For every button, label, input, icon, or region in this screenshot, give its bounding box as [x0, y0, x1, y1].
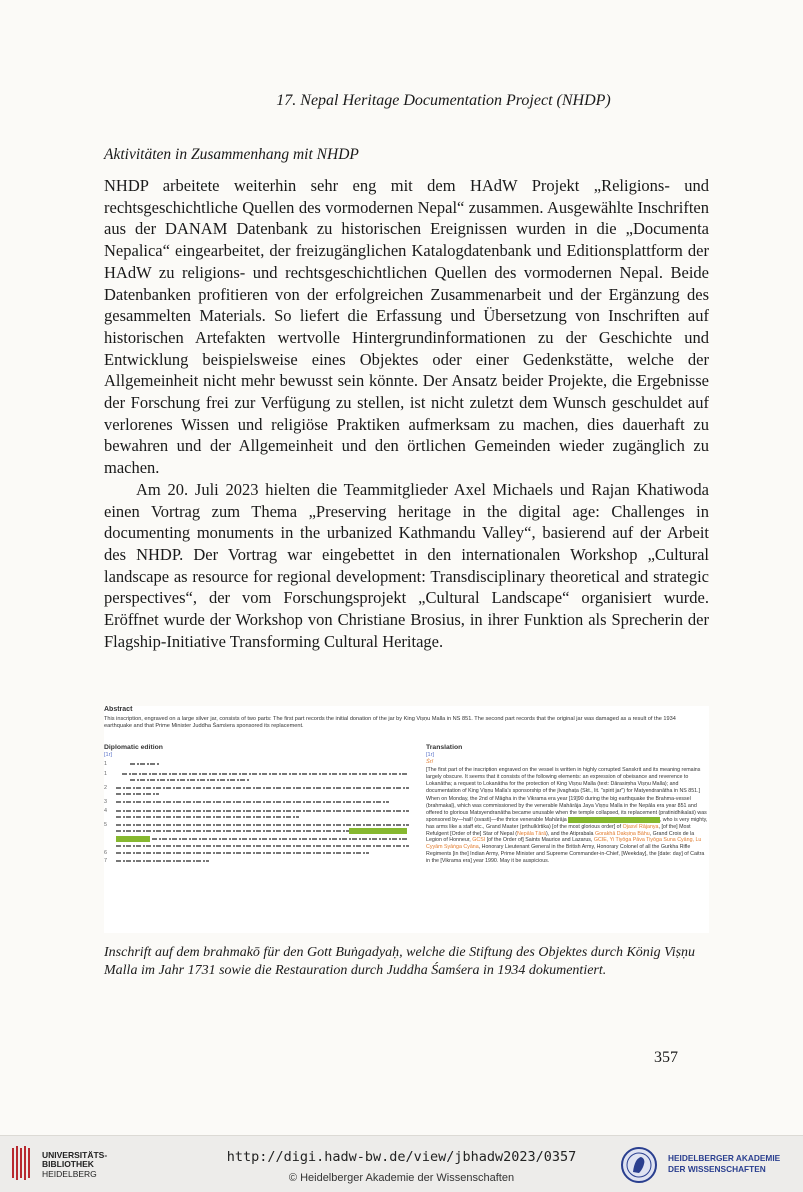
page-number: 357: [654, 1049, 678, 1066]
devanagari-text-line: [116, 787, 409, 789]
figure-abstract-title: Abstract: [104, 706, 133, 713]
paragraph: Am 20. Juli 2023 hielten die Teammitglieder Axel Michaels und Rajan Khatiwoda einen Vortrag zum Thema „Preserving heritage in the digital age: Challenges in documenting monuments in the urbanized Kathmandu Valley“, basierend auf der Arbeit des NHDP. Der Vortrag war eingebettet in den internationalen Workshop „Cultural landscape as resource for regional development: Transdisciplinary theoretical and strategic perspectives“, der vom Forschungsprojekt „Cultural Landscape“ organisiert wurde. Eröffnet wurde der Workshop von Christiane Brosius, in ihrer Funktion als Sprecherin der Flagship-Initiative Transforming Cultural Heritage.: [104, 479, 709, 651]
figure-caption: Inschrift auf dem brahmakō für den Gott Buṅgadyaḥ, welche die Stiftung des Objektes durch König Viṣṇu Malla im Jahr 1731 sowie die Restauration durch Juddha Śamśera in 1934 dokumentiert.: [104, 945, 696, 978]
line-number: 1: [104, 771, 107, 777]
devanagari-text-line: [116, 824, 409, 826]
devanagari-text-line: [122, 773, 409, 775]
academy-name-line: DER WISSENSCHAFTEN: [668, 1164, 766, 1174]
copyright-notice: © Heidelberger Akademie der Wissenschaften: [288, 1172, 515, 1184]
devanagari-text-line: [116, 852, 369, 854]
permalink-url[interactable]: http://digi.hadw-bw.de/view/jbhadw2023/0357: [226, 1149, 577, 1165]
paragraph: NHDP arbeitete weiterhin sehr eng mit dem HAdW Projekt „Religions- und rechtsgeschichtliche Quellen des vormodernen Nepal“ zusammen. Ausgewählte Inschriften aus der DANAM Datenbank zu historischen Ereignissen wurden in die „Documenta Nepalica“ eingearbeitet, der freizugänglichen Katalogdatenbank und Editionsplattform der HAdW zu religions- und rechtsgeschichtlichen Quellen des vormodernen Nepal. Beide Datenbanken profitieren von der erfolgreichen Zusammenarbeit und der Ergänzung des gesammelten Materials. So liefert die Erfassung und Übersetzung von Inschriften auf historischen Artefakten wertvolle Hintergrundinformationen zu der Geschichte und Entwicklung beispielsweise eines Objektes oder einer Gedenkstätte, welche der Allgemeinheit nicht mehr bewusst sein könnte. Der Ansatz beider Projekte, die Ergebnisse der Forschung frei zur Verfügung zu stellen, ist nicht zuletzt dem Wunsch geschuldet auf verlorenes Wissen und religiöse Praktiken aufmerksam zu machen, dies dauerhaft zu bewahren und der Allgemeinheit und den örtlichen Gemeinden wieder zugänglich zu machen.: [104, 176, 709, 478]
translation-column: [426, 744, 709, 865]
translation-text: ), and the Atiprabala: [546, 830, 594, 837]
devanagari-text-line: [116, 810, 409, 812]
section-heading: Aktivitäten in Zusammenhang mit NHDP: [104, 146, 359, 163]
devanagari-text-line: [116, 793, 159, 795]
devanagari-lines: [104, 758, 409, 878]
devanagari-text-line: [130, 779, 249, 781]
library-name-line: BIBLIOTHEK: [42, 1159, 94, 1170]
running-head: 17. Nepal Heritage Documentation Project (NHDP): [276, 92, 611, 109]
library-name-line: UNIVERSITÄTS-: [42, 1150, 108, 1160]
translation-text: [of the Order of] Saints Maurice and Lazarus,: [486, 837, 593, 844]
line-number: 3: [104, 799, 107, 805]
academy-name-line: HEIDELBERGER AKADEMIE: [668, 1153, 781, 1163]
line-number: 7: [104, 858, 107, 864]
devanagari-text-line: [130, 763, 159, 765]
academy-name: [668, 1153, 780, 1175]
line-number: 2: [104, 785, 107, 791]
line-number: 5: [104, 822, 107, 828]
highlighted-name: [349, 828, 407, 834]
order-name: Ojasvī Rājanya: [622, 823, 659, 830]
translation-invocation: Śrī: [426, 759, 433, 765]
figure-abstract-text: This inscription, engraved on a large silver jar, consists of two parts: The first part records the initial donation of the jar by King Viṣṇu Malla in NS 851. The second part records that the original jar was damaged as a result of the 1934 earthquake and that Prime Minister Juddha Śamśera sponsored its replacement.: [104, 716, 676, 730]
academy-seal-logo-icon[interactable]: [620, 1146, 658, 1184]
order-name: GCSI: [472, 837, 486, 844]
order-name: Gorakhā Dakṣiṇa Bāhu: [594, 830, 650, 837]
devanagari-text-line: [152, 838, 409, 840]
inscription-screenshot-figure: [104, 706, 709, 933]
line-number: 6: [104, 850, 107, 856]
translation-text: , Grand Croix de la Legion of Honneur,: [426, 830, 695, 844]
line-number: 4: [104, 808, 107, 814]
line-number: 1: [104, 761, 107, 767]
translation-heading: Translation: [426, 744, 463, 751]
devanagari-text-line: [116, 830, 349, 832]
devanagari-text-line: [116, 816, 299, 818]
order-name: GCIE, Yi Tiyōga Pāva Tiyōga Suna Cyāng, Lu Cyyām Syāṅga Cyāna: [426, 837, 702, 851]
library-name-line: HEIDELBERG: [42, 1168, 97, 1179]
folio-ref-link[interactable]: [1r]: [104, 752, 113, 758]
highlighted-name: [116, 836, 150, 842]
devanagari-text-line: [116, 845, 409, 847]
folio-ref-link[interactable]: [1r]: [426, 752, 435, 758]
translation-text: , who is very mighty, has arms like a staff etc., Grand Master (prthulkīrtika) [of the most glorious order] of: [426, 816, 708, 830]
diplomatic-edition-column: [104, 744, 409, 878]
translation-paragraph: [The first part of the inscription engraved on the vessel is written in highly corrupted Sanskrit and its meaning remains largely obscure. It seems that it consists of the following elements: an expression of obeisance and reverence to Lokanātha; a request to Lokanātha for the protection of King Viṣṇu Malla (text: Dārasiṃha Viṣṇu Malla); and documentation of King Viṣṇu Malla's sponsorship of the jīvaghaṭa (Skt., lit. "spirit jar") for Matyendranātha in NS 851.]: [426, 767, 701, 794]
highlighted-name: Juddha Shumsher Jung Bahadur Rana: [568, 816, 660, 823]
translation-text: When on Monday, the 2nd of Māgha in the Vikrama era year [19]90 during the big earthquake the Brahma-vessel (brahmakaḷ), which was commissioned by the venerable Mahārāja Jaya Viṣṇu Malla in the Nepāla era year 851 and offered to glorious Matsyendranātha became unusable when the temple collapsed, its replacement (pratinidhikalaś) was sponsored by—hail! (svasti)—the thrice venerable Mahārāja: [426, 796, 707, 823]
body-text: [104, 175, 709, 652]
devanagari-text-line: [116, 860, 209, 862]
translation-text: , [of the] Most Refulgent [Order of the] Star of Nepal (: [426, 823, 691, 837]
order-name: Nepāla Tārā: [516, 830, 547, 837]
diplomatic-edition-heading: Diplomatic edition: [104, 744, 163, 751]
viewer-footer: [0, 1135, 803, 1192]
translation-paragraph: [426, 796, 709, 864]
translation-text: , Honorary Lieutenant General in the British Army, Honorary Colonel of all the Gurkha Rifle Regiments [in the] Indian Army, Prime Minister and Supreme Commander-in-Chief, [Weekday], the [date: day] of Caitra in the [Vikrama era] year 1990. May it be auspicious.: [426, 844, 705, 864]
devanagari-text-line: [116, 801, 389, 803]
